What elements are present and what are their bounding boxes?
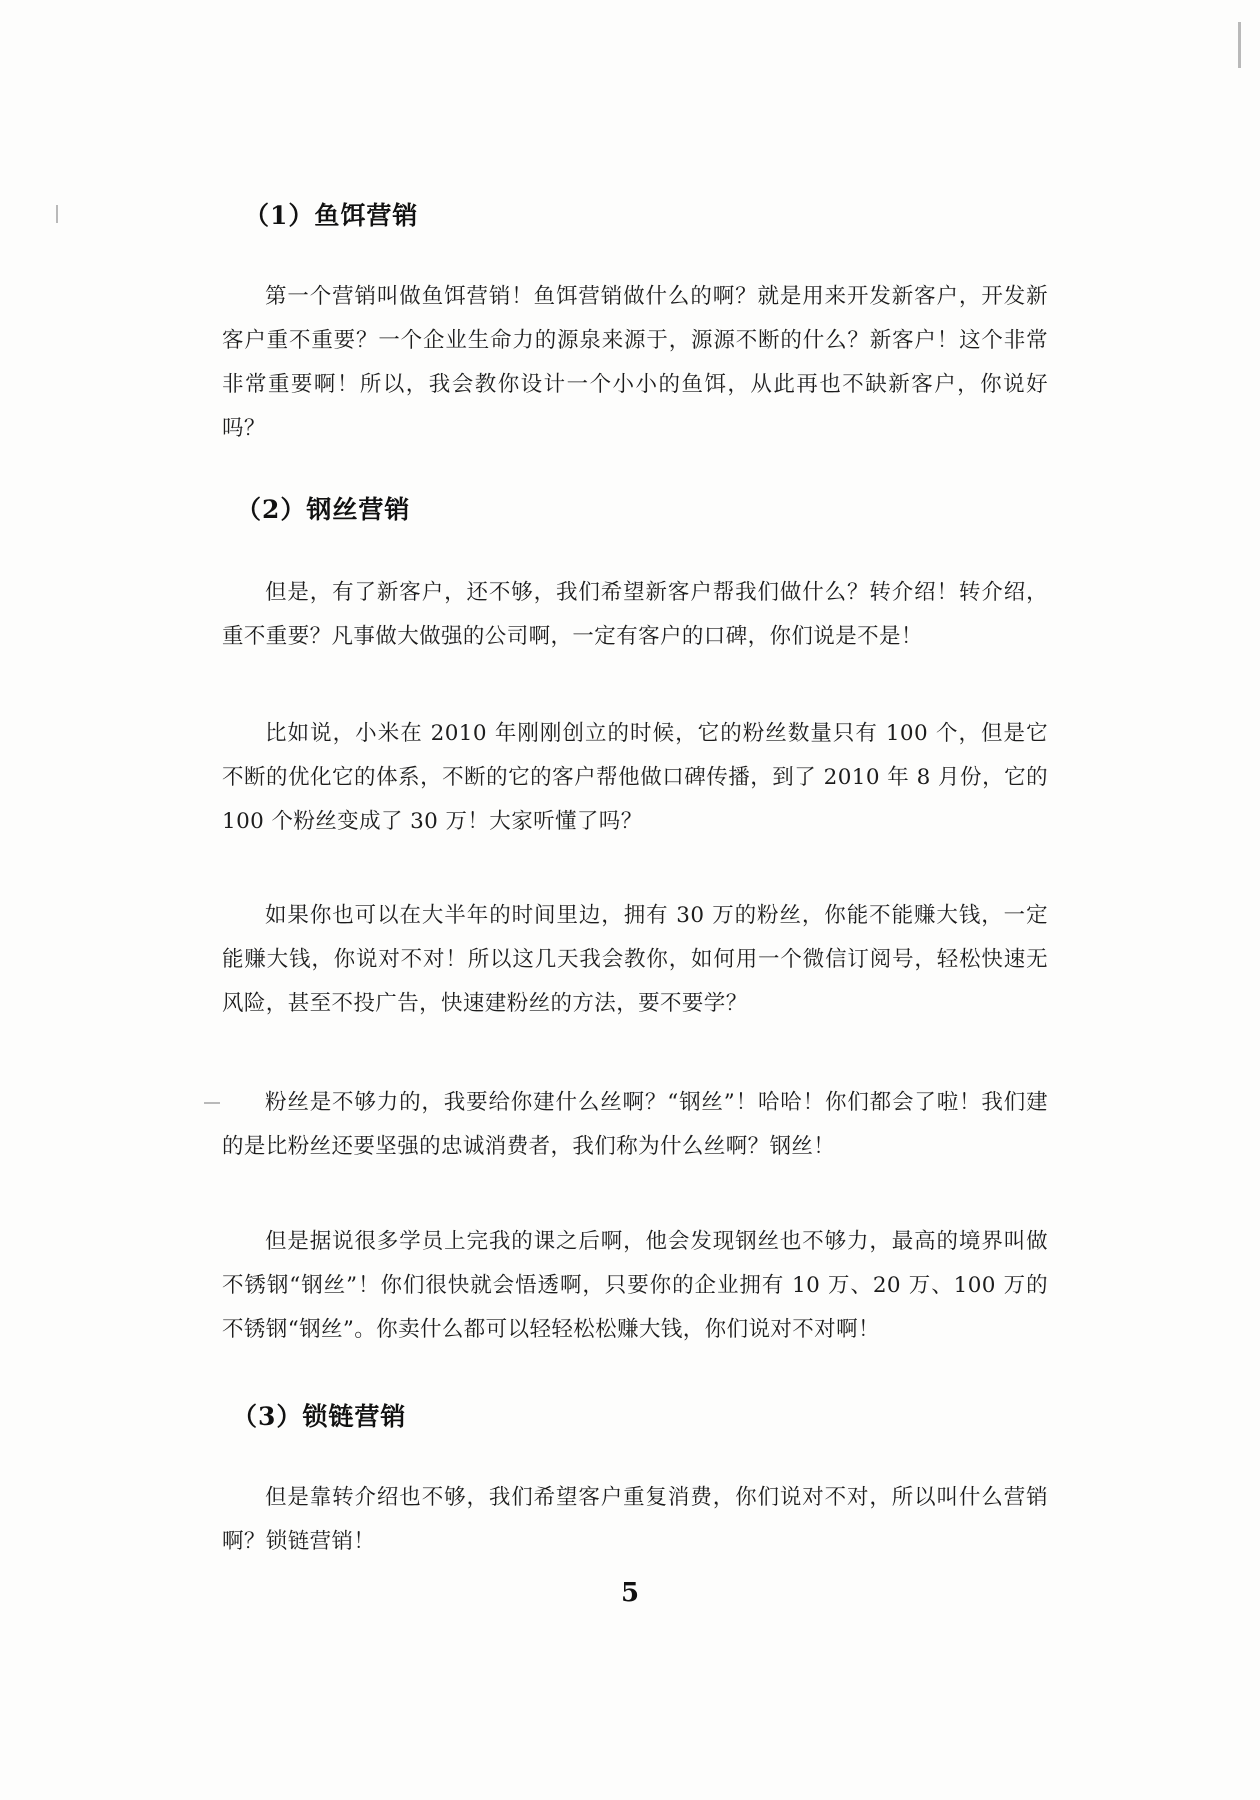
section-heading-1: （1）鱼饵营销 xyxy=(244,201,419,230)
section-heading-3: （3）锁链营销 xyxy=(232,1402,407,1431)
scan-speck xyxy=(1238,22,1241,68)
scan-speck xyxy=(56,205,58,223)
scan-speck xyxy=(204,1102,220,1104)
section-2-paragraph-1 xyxy=(222,571,1048,659)
paragraph-text: 但是据说很多学员上完我的课之后啊，他会发现钢丝也不够力，最高的境界叫做不锈钢“钢丝”！你们很快就会悟透啊，只要你的企业拥有 10 万、20 万、100 万的不锈钢“钢丝”。你卖什么都可以轻轻松松赚大钱，你们说对不对啊！ xyxy=(222,1229,1048,1342)
paragraph-text: 如果你也可以在大半年的时间里边，拥有 30 万的粉丝，你能不能赚大钱，一定能赚大钱，你说对不对！所以这几天我会教你，如何用一个微信订阅号，轻松快速无风险，甚至不投广告，快速建粉丝的方法，要不要学？ xyxy=(222,903,1048,1016)
paragraph-text: 比如说，小米在 2010 年刚刚创立的时候，它的粉丝数量只有 100 个，但是它不断的优化它的体系，不断的它的客户帮他做口碑传播，到了 2010 年 8 月份，它的 100 个粉丝变成了 30 万！大家听懂了吗？ xyxy=(222,721,1048,834)
section-2-paragraph-4 xyxy=(222,1081,1048,1169)
paragraph-text: 但是，有了新客户，还不够，我们希望新客户帮我们做什么？转介绍！转介绍，重不重要？凡事做大做强的公司啊，一定有客户的口碑，你们说是不是！ xyxy=(222,580,1048,649)
paragraph-text: 第一个营销叫做鱼饵营销！鱼饵营销做什么的啊？就是用来开发新客户，开发新客户重不重要？一个企业生命力的源泉来源于，源源不断的什么？新客户！这个非常非常重要啊！所以，我会教你设计一个小小的鱼饵，从此再也不缺新客户，你说好吗？ xyxy=(222,284,1048,441)
section-3-paragraph-1 xyxy=(222,1476,1048,1564)
section-2-paragraph-5 xyxy=(222,1220,1048,1352)
page-number: 5 xyxy=(620,1578,640,1608)
paragraph-text: 粉丝是不够力的，我要给你建什么丝啊？“钢丝”！哈哈！你们都会了啦！我们建的是比粉丝还要坚强的忠诚消费者，我们称为什么丝啊？钢丝！ xyxy=(222,1090,1048,1159)
section-2-paragraph-3 xyxy=(222,894,1048,1026)
paragraph-text: 但是靠转介绍也不够，我们希望客户重复消费，你们说对不对，所以叫什么营销啊？锁链营销！ xyxy=(222,1485,1048,1554)
section-1-paragraph-1 xyxy=(222,275,1048,451)
section-heading-2: （2）钢丝营销 xyxy=(236,495,411,524)
section-2-paragraph-2 xyxy=(222,712,1048,844)
